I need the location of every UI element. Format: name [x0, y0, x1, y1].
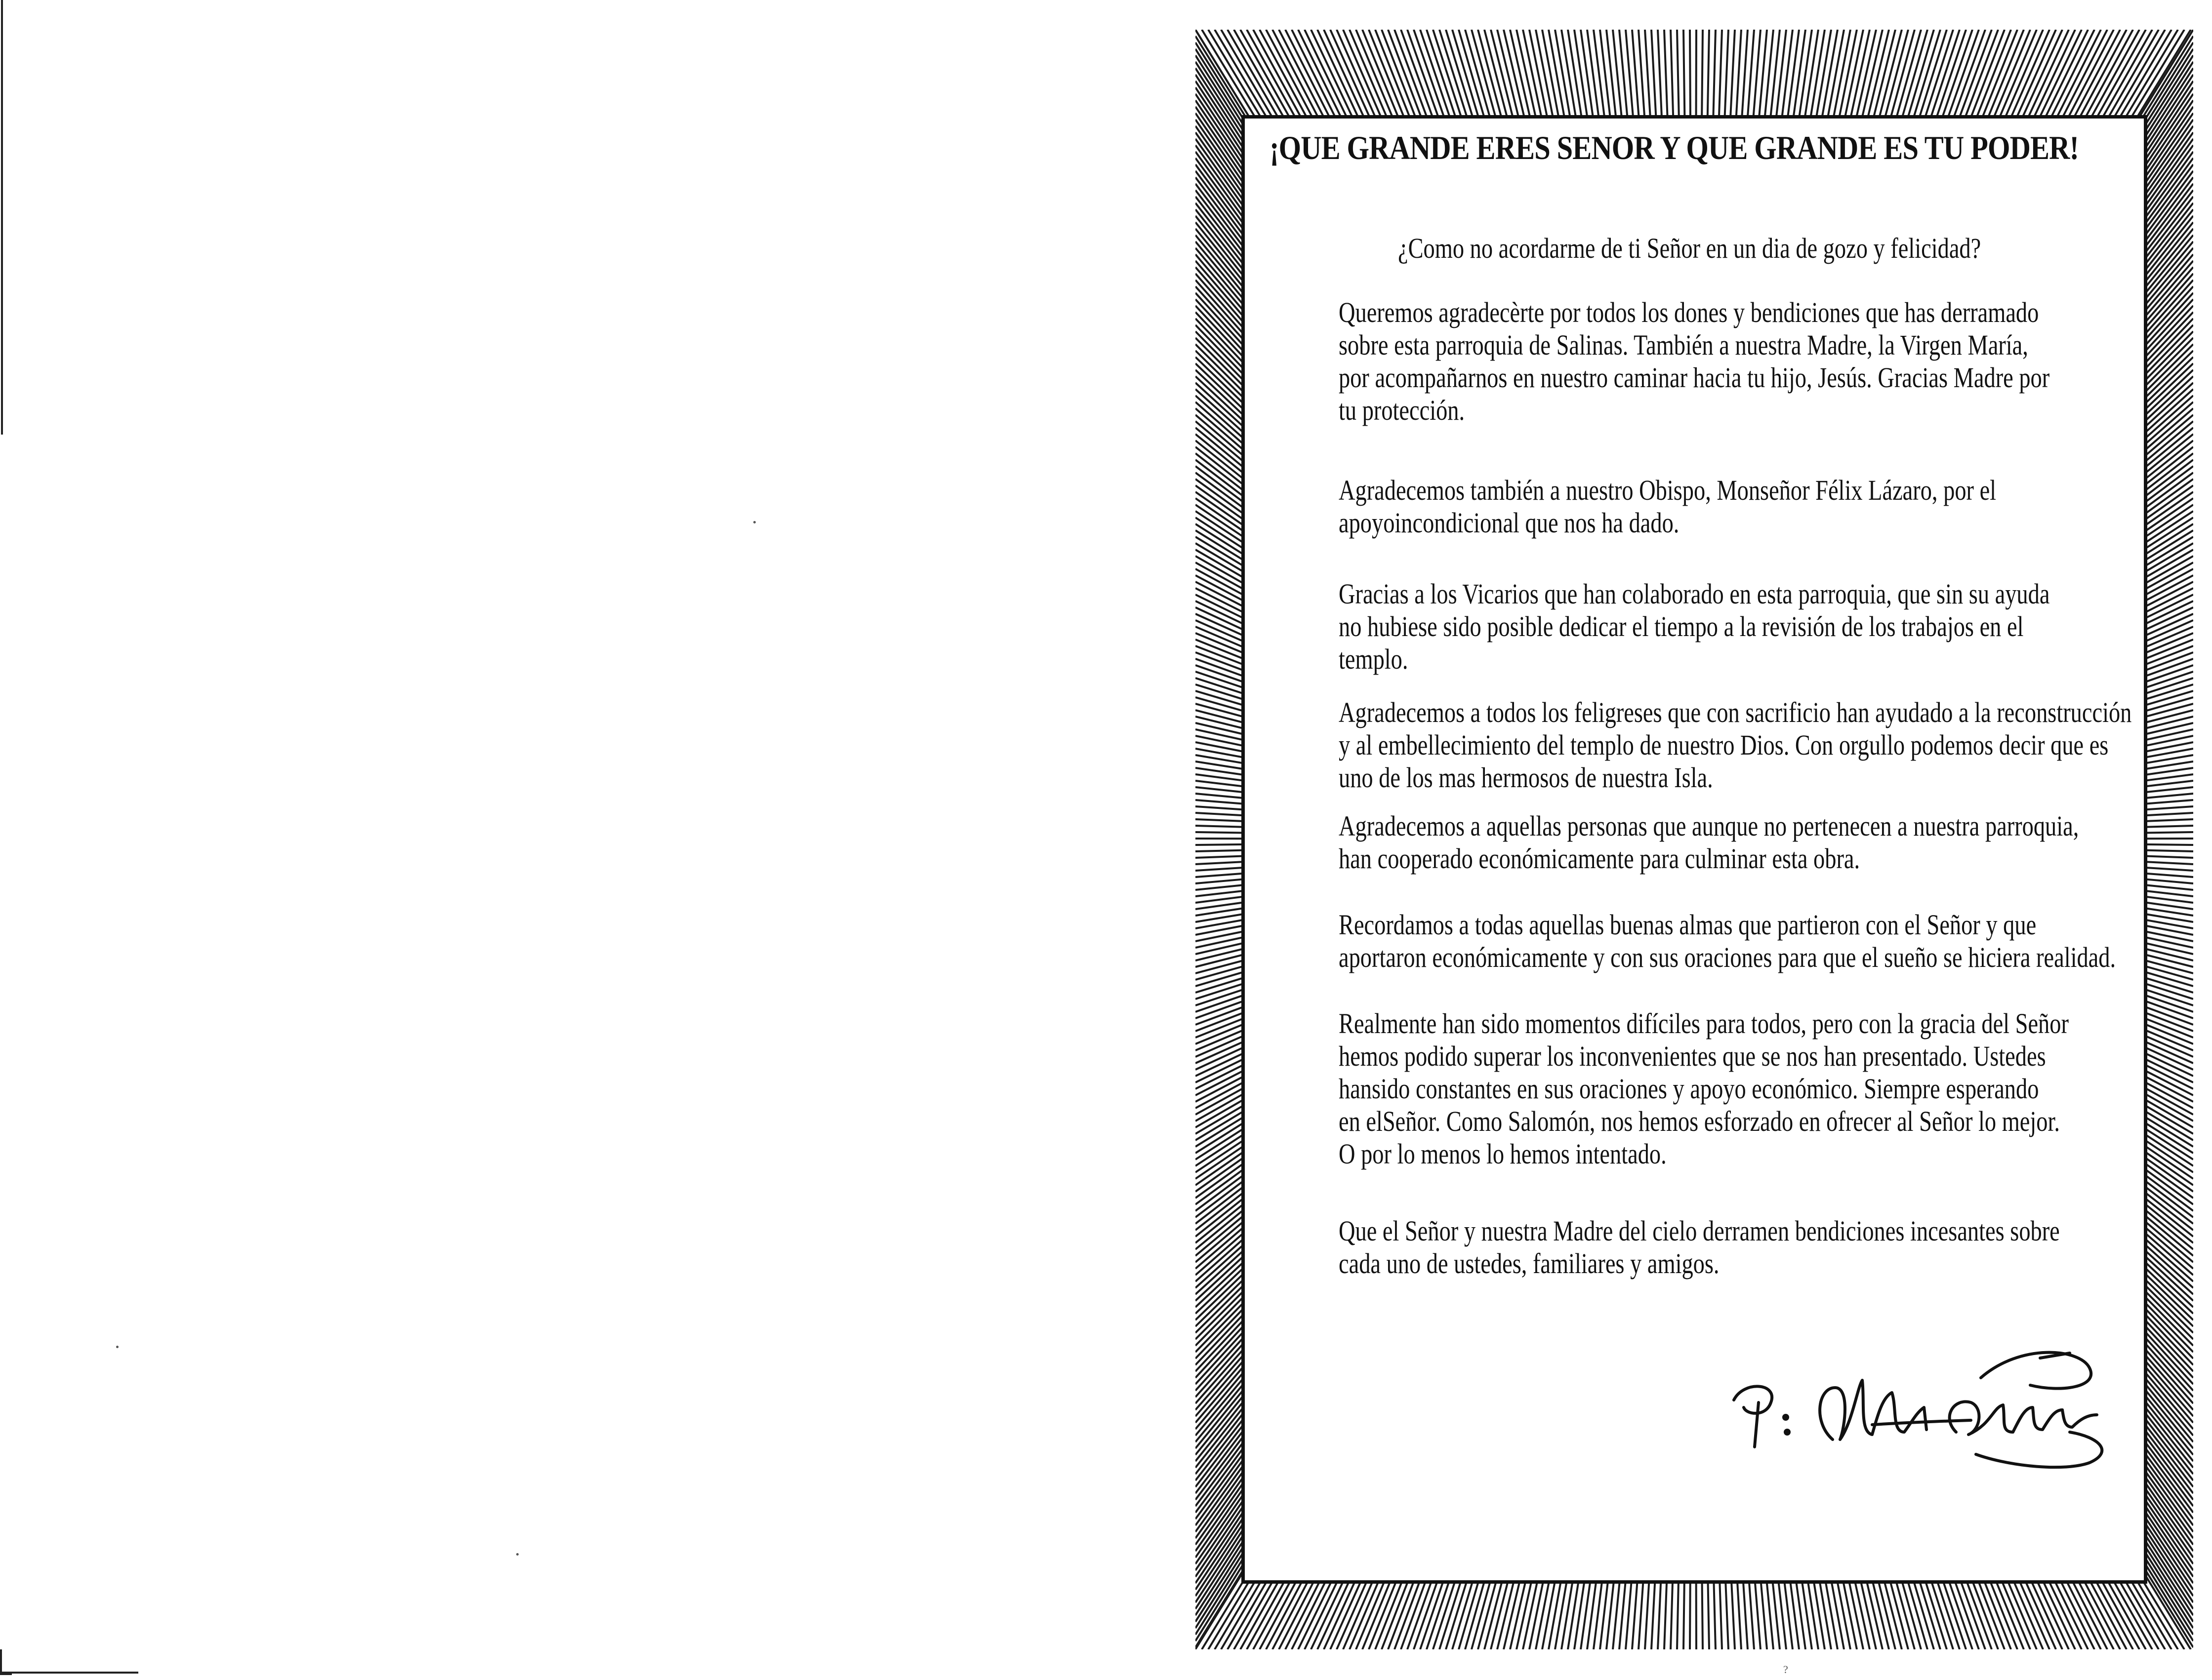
text-line: uno de los mas hermosos de nuestra Isla. [1339, 761, 1713, 794]
text-line: apoyoincondicional que nos ha dado. [1339, 507, 1679, 539]
paragraph-9 [1339, 1215, 2060, 1280]
text-line: O por lo menos lo hemos intentado. [1339, 1138, 1667, 1170]
text-line: Queremos agradecèrte por todos los dones y bendiciones que has derramado [1339, 296, 2039, 328]
text-line: Agradecemos a todos los feligreses que con sacrificio han ayudado a la reconstrucción [1339, 696, 2132, 728]
left-margin-rule [1, 0, 3, 435]
scan-speck [753, 521, 756, 523]
text-line: hansido constantes en sus oraciones y apoyo económico. Siempre esperando [1339, 1073, 2039, 1105]
letter-title: ¡QUE GRANDE ERES SENOR Y QUE GRANDE ES TU PODER! [1270, 129, 2079, 166]
text-line: por acompañarnos en nuestro caminar hacia tu hijo, Jesús. Gracias Madre por [1339, 361, 2050, 394]
text-line: sobre esta parroquia de Salinas. También a nuestra Madre, la Virgen María, [1339, 329, 2028, 361]
text-line: en elSeñor. Como Salomón, nos hemos esforzado en ofrecer al Señor lo mejor. [1339, 1105, 2060, 1137]
text-line: tu protección. [1339, 394, 1465, 426]
text-line: hemos podido superar los inconvenientes que se nos han presentado. Ustedes [1339, 1040, 2046, 1072]
text-line: Que el Señor y nuestra Madre del cielo derramen bendiciones incesantes sobre [1339, 1215, 2060, 1247]
text-line: Gracias a los Vicarios que han colaborado en esta parroquia, que sin su ayuda [1339, 578, 2050, 610]
paragraph-6 [1339, 810, 2079, 875]
text-line: Recordamos a todas aquellas buenas almas que partieron con el Señor y que [1339, 909, 2037, 941]
paragraph-1 [1398, 232, 1981, 265]
paragraph-5 [1339, 696, 2131, 794]
text-line: Agradecemos también a nuestro Obispo, Monseñor Félix Lázaro, por el [1339, 474, 1997, 506]
paragraph-8 [1339, 1007, 2069, 1170]
text-line: Agradecemos a aquellas personas que aunque no pertenecen a nuestra parroquia, [1339, 810, 2079, 842]
handwritten-signature [1724, 1333, 2119, 1472]
bottom-margin-rule [0, 1672, 138, 1674]
scan-speck [116, 1346, 119, 1348]
decorative-frame [1195, 30, 2193, 1649]
paragraph-7 [1339, 909, 2116, 974]
text-line: templo. [1339, 643, 1408, 675]
scan-speck [516, 1553, 519, 1556]
paragraph-4 [1339, 578, 2049, 676]
paragraph-2 [1339, 296, 2049, 427]
text-line: han cooperado económicamente para culminar esta obra. [1339, 842, 1860, 875]
text-line: cada uno de ustedes, familiares y amigos. [1339, 1247, 1720, 1280]
text-line: Realmente han sido momentos difíciles para todos, pero con la gracia del Señor [1339, 1007, 2069, 1040]
text-line: aportaron económicamente y con sus oraciones para que el sueño se hiciera realidad. [1339, 941, 2116, 973]
page-mark: ? [1783, 1663, 1788, 1676]
paragraph-3 [1339, 474, 1996, 539]
text-line: no hubiese sido posible dedicar el tiempo a la revisión de los trabajos en el [1339, 610, 2024, 642]
text-line: y al embellecimiento del templo de nuestro Dios. Con orgullo podemos decir que es [1339, 729, 2109, 761]
text-line: ¿Como no acordarme de ti Señor en un dia de gozo y felicidad? [1398, 232, 1981, 264]
